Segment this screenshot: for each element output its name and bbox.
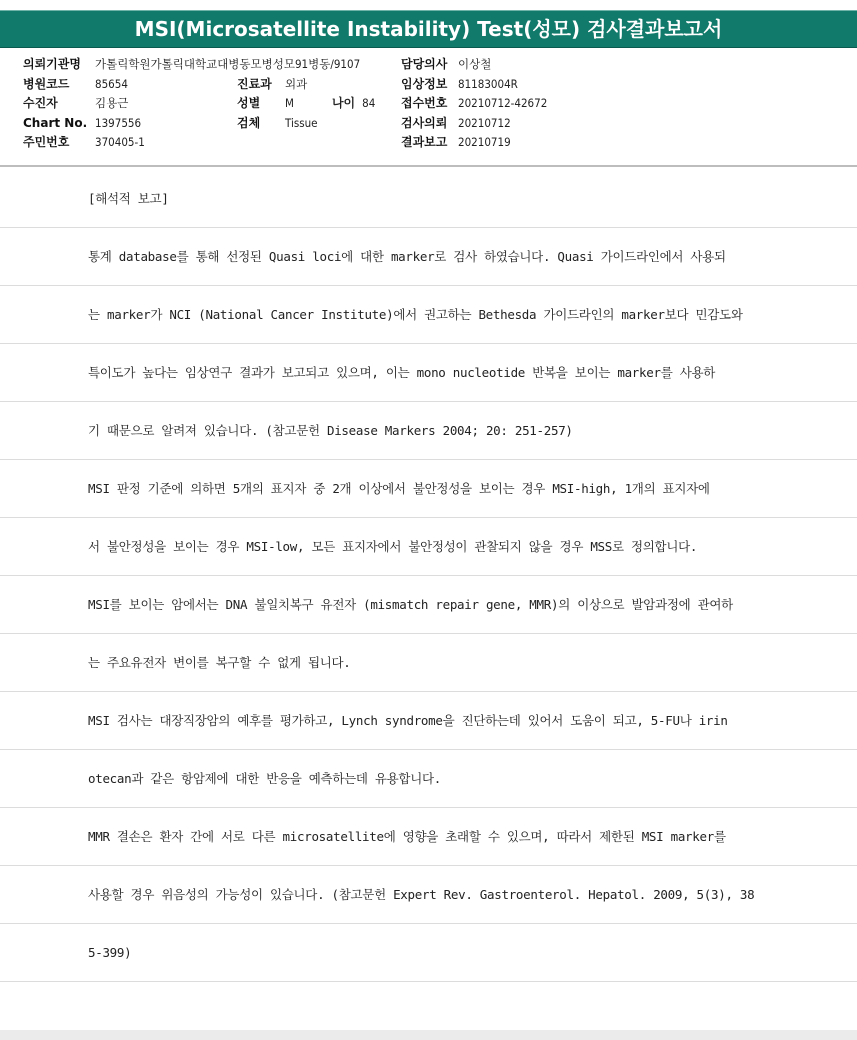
patient-info-panel bbox=[0, 50, 857, 165]
info-value: 가톨릭학원가톨릭대학교대병동모병성모91병동/9107 bbox=[95, 57, 361, 71]
age-value: 84 bbox=[362, 96, 376, 110]
info-row bbox=[401, 75, 547, 95]
age-label: 나이 bbox=[331, 96, 356, 110]
report-line: MSI를 보이는 암에서는 DNA 불일치복구 유전자 (mismatch repair gene, MMR)의 이상으로 발암과정에 관여하 bbox=[0, 576, 857, 634]
report-title: MSI(Microsatellite Instability) Test(성모) 검사결과보고서 bbox=[0, 10, 857, 48]
info-row bbox=[23, 133, 360, 153]
report-line: 는 주요유전자 변이를 복구할 수 없게 됩니다. bbox=[0, 634, 857, 692]
info-label: Chart No. bbox=[23, 115, 88, 130]
report-line: 특이도가 높다는 임상연구 결과가 보고되고 있으며, 이는 mono nucleotide 반복을 보이는 marker를 사용하 bbox=[0, 344, 857, 402]
info-row bbox=[401, 133, 547, 153]
info-value: 이상철 bbox=[458, 57, 492, 71]
info-label: 성별 bbox=[237, 96, 261, 110]
info-label: 의뢰기관명 bbox=[23, 57, 81, 71]
header-divider bbox=[0, 165, 857, 167]
info-row bbox=[401, 94, 547, 114]
info-row bbox=[237, 94, 375, 114]
info-label: 검사의뢰 bbox=[401, 115, 448, 130]
info-label: 접수번호 bbox=[401, 96, 448, 110]
info-label: 병원코드 bbox=[23, 76, 70, 91]
report-line: 는 marker가 NCI (National Cancer Institute)에서 권고하는 Bethesda 가이드라인의 marker보다 민감도와 bbox=[0, 286, 857, 344]
info-label: 검체 bbox=[237, 115, 261, 130]
report-line: 5-399) bbox=[0, 924, 857, 982]
info-row bbox=[237, 55, 375, 75]
report-line: MSI 판정 기준에 의하면 5개의 표지자 중 2개 이상에서 불안정성을 보이는 경우 MSI-high, 1개의 표지자에 bbox=[0, 460, 857, 518]
report-line: 서 불안정성을 보이는 경우 MSI-low, 모든 표지자에서 불안정성이 관찰되지 않을 경우 MSS로 정의합니다. bbox=[0, 518, 857, 576]
info-value: 1397556 bbox=[95, 115, 142, 130]
report-line: 기 때문으로 알려져 있습니다. (참고문헌 Disease Markers 2004; 20: 251-257) bbox=[0, 402, 857, 460]
report-line: MMR 결손은 환자 간에 서로 다른 microsatellite에 영향을 초래할 수 있으며, 따라서 제한된 MSI marker를 bbox=[0, 808, 857, 866]
info-row bbox=[237, 114, 375, 134]
info-row bbox=[401, 114, 547, 134]
info-value: 20210712-42672 bbox=[458, 96, 548, 110]
interpretive-report bbox=[0, 170, 857, 982]
info-label: 임상정보 bbox=[401, 76, 448, 91]
info-value: 85654 bbox=[95, 76, 128, 91]
info-label: 결과보고 bbox=[401, 135, 448, 149]
info-value: 370405-1 bbox=[95, 135, 145, 149]
bottom-scroll-band bbox=[0, 1030, 857, 1040]
info-row bbox=[401, 55, 547, 75]
report-line: otecan과 같은 항암제에 대한 반응을 예측하는데 유용합니다. bbox=[0, 750, 857, 808]
info-value: 외과 bbox=[285, 76, 308, 91]
report-line: MSI 검사는 대장직장암의 예후를 평가하고, Lynch syndrome을 진단하는데 있어서 도움이 되고, 5-FU나 irin bbox=[0, 692, 857, 750]
info-value: 20210712 bbox=[458, 115, 511, 130]
info-value: M bbox=[285, 96, 294, 110]
info-value: 20210719 bbox=[458, 135, 511, 149]
info-label: 주민번호 bbox=[23, 135, 70, 149]
info-label: 진료과 bbox=[237, 76, 272, 91]
report-line: 통계 database를 통해 선정된 Quasi loci에 대한 marker로 검사 하였습니다. Quasi 가이드라인에서 사용되 bbox=[0, 228, 857, 286]
info-label: 담당의사 bbox=[401, 57, 448, 71]
report-line: 사용할 경우 위음성의 가능성이 있습니다. (참고문헌 Expert Rev. Gastroenterol. Hepatol. 2009, 5(3), 38 bbox=[0, 866, 857, 924]
info-value: 81183004R bbox=[458, 76, 518, 91]
info-row bbox=[237, 75, 375, 95]
info-label: 수진자 bbox=[23, 96, 58, 110]
info-value: Tissue bbox=[285, 115, 318, 130]
info-column-2 bbox=[237, 55, 375, 133]
info-column-3 bbox=[401, 55, 547, 153]
report-line: [해석적 보고] bbox=[0, 170, 857, 228]
info-value: 김용근 bbox=[95, 96, 129, 110]
